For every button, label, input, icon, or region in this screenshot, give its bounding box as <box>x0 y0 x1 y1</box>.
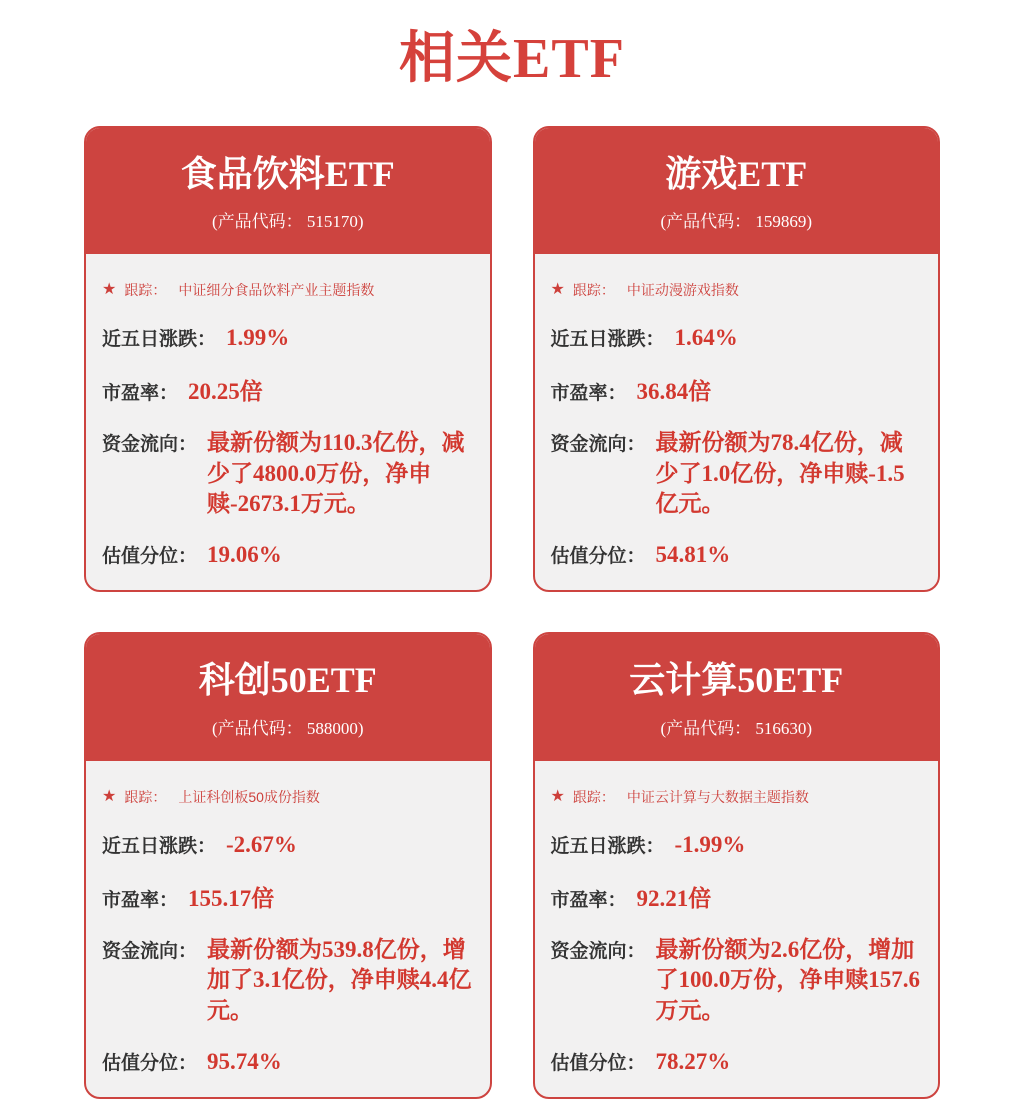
pe-ratio-label: 市盈率： <box>550 383 627 405</box>
valuation-percentile-row <box>551 1048 921 1075</box>
five-day-change-value: -2.67% <box>226 831 297 857</box>
etf-card-cloud50 <box>533 632 941 1098</box>
tracked-index-line <box>102 787 472 807</box>
valuation-percentile-label: 估值分位： <box>102 546 198 568</box>
etf-product-code: (产品代码： 588000) <box>211 718 364 738</box>
star-icon: ★ <box>550 281 565 299</box>
fund-flow-label: 资金流向： <box>550 434 646 456</box>
pe-ratio-row <box>102 373 472 406</box>
five-day-change-label: 近五日涨跌： <box>102 329 217 351</box>
card-body <box>86 761 490 1097</box>
valuation-percentile-value: 78.27% <box>655 1048 731 1074</box>
card-header <box>535 128 939 254</box>
five-day-change-row <box>551 831 921 858</box>
tracked-index-name: 上证科创板50成份指数 <box>178 788 320 805</box>
card-header <box>535 634 939 760</box>
tracked-index-name: 中证云计算与大数据主题指数 <box>626 788 809 805</box>
pe-ratio-label: 市盈率： <box>102 889 179 911</box>
star-icon: ★ <box>102 281 117 299</box>
etf-card-grid <box>84 126 940 1099</box>
card-header <box>86 128 490 254</box>
fund-flow-row <box>551 935 921 1026</box>
etf-name: 云计算50ETF <box>629 660 844 701</box>
star-icon: ★ <box>550 787 565 805</box>
tracked-index-name: 中证细分食品饮料产业主题指数 <box>178 282 375 299</box>
tracked-index-line <box>102 280 472 300</box>
valuation-percentile-row <box>102 541 472 568</box>
page-title: 相关ETF <box>399 28 625 90</box>
fund-flow-value: 最新份额为2.6亿份，增加了100.0万份，净申赎157.6万元。 <box>655 936 921 1023</box>
fund-flow-row <box>551 428 921 519</box>
fund-flow-label: 资金流向： <box>102 940 198 962</box>
etf-product-code: (产品代码： 516630) <box>660 718 813 738</box>
pe-ratio-value: 20.25倍 <box>188 379 263 405</box>
valuation-percentile-value: 95.74% <box>207 1048 282 1074</box>
five-day-change-label: 近五日涨跌： <box>550 329 665 351</box>
fund-flow-row <box>102 428 472 519</box>
track-label: 跟踪： <box>572 282 615 299</box>
etf-product-code: (产品代码： 515170) <box>211 212 364 232</box>
valuation-percentile-label: 估值分位： <box>550 1052 646 1074</box>
five-day-change-label: 近五日涨跌： <box>102 835 217 857</box>
etf-name: 食品饮料ETF <box>180 154 395 194</box>
fund-flow-label: 资金流向： <box>102 434 198 456</box>
etf-card-star50 <box>84 632 492 1098</box>
valuation-percentile-row <box>102 1048 472 1075</box>
tracked-index-line <box>551 280 921 300</box>
track-label: 跟踪： <box>572 788 615 805</box>
pe-ratio-row <box>551 373 921 406</box>
tracked-index-line <box>551 787 921 807</box>
track-label: 跟踪： <box>124 788 167 805</box>
etf-product-code: (产品代码： 159869) <box>660 212 813 232</box>
five-day-change-row <box>102 324 472 351</box>
pe-ratio-value: 92.21倍 <box>636 885 712 911</box>
fund-flow-value: 最新份额为110.3亿份，减少了4800.0万份，净申赎-2673.1万元。 <box>207 430 465 517</box>
five-day-change-row <box>102 831 472 858</box>
pe-ratio-label: 市盈率： <box>102 383 179 405</box>
valuation-percentile-value: 19.06% <box>207 542 282 568</box>
card-body <box>535 254 939 590</box>
tracked-index-name: 中证动漫游戏指数 <box>626 282 739 299</box>
valuation-percentile-row <box>551 541 921 568</box>
track-label: 跟踪： <box>124 282 167 299</box>
fund-flow-row <box>102 935 472 1026</box>
fund-flow-label: 资金流向： <box>550 940 646 962</box>
star-icon: ★ <box>102 787 117 805</box>
etf-name: 游戏ETF <box>665 154 808 194</box>
fund-flow-value: 最新份额为78.4亿份，减少了1.0亿份，净申赎-1.5亿元。 <box>655 430 905 517</box>
card-body <box>535 761 939 1097</box>
etf-card-gaming <box>533 126 941 592</box>
card-body <box>86 254 490 590</box>
valuation-percentile-label: 估值分位： <box>102 1052 198 1074</box>
fund-flow-value: 最新份额为539.8亿份，增加了3.1亿份，净申赎4.4亿元。 <box>207 936 472 1023</box>
etf-card-food-beverage <box>84 126 492 592</box>
five-day-change-value: 1.99% <box>226 325 290 351</box>
five-day-change-value: 1.64% <box>674 325 738 351</box>
five-day-change-value: -1.99% <box>674 831 746 857</box>
pe-ratio-row <box>102 880 472 913</box>
valuation-percentile-value: 54.81% <box>655 542 731 568</box>
valuation-percentile-label: 估值分位： <box>550 546 646 568</box>
pe-ratio-value: 36.84倍 <box>636 379 712 405</box>
pe-ratio-label: 市盈率： <box>550 889 627 911</box>
five-day-change-row <box>551 324 921 351</box>
etf-name: 科创50ETF <box>198 660 377 701</box>
card-header <box>86 634 490 760</box>
pe-ratio-row <box>551 880 921 913</box>
five-day-change-label: 近五日涨跌： <box>550 835 665 857</box>
pe-ratio-value: 155.17倍 <box>188 885 275 911</box>
